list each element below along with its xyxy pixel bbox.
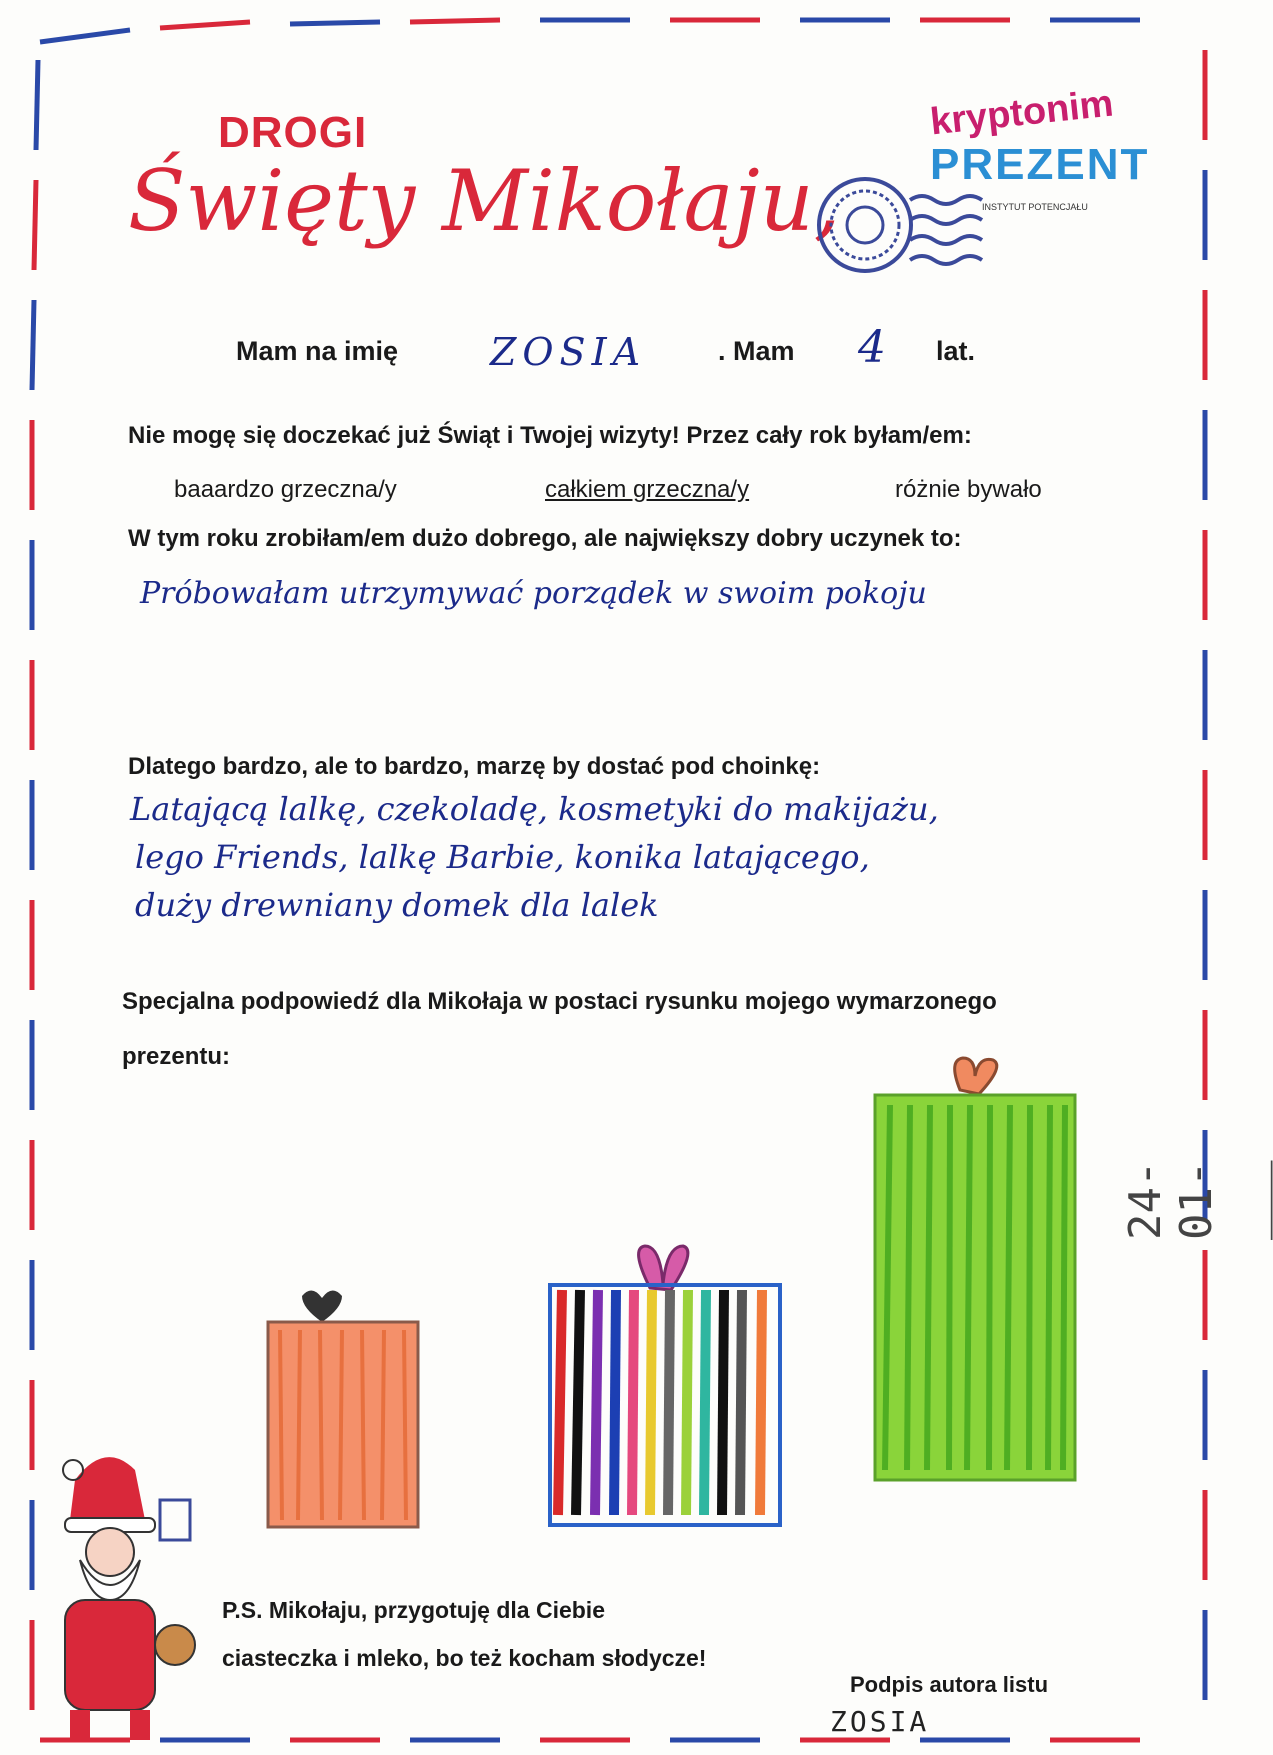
behavior-option-2-selected: całkiem grzeczna/y xyxy=(545,476,750,503)
behavior-option-3: różnie bywało xyxy=(895,476,1042,503)
good-deed-answer: Próbowałam utrzymywać porządek w swoim pokoju xyxy=(140,576,927,611)
ps-line-2: ciasteczka i mleko, bo też kocham słodycze! xyxy=(222,1645,707,1671)
age-value: 4 xyxy=(858,322,886,373)
good-deed-prompt: W tym roku zrobiłam/em dużo dobrego, ale największy dobry uczynek to: xyxy=(128,525,962,552)
kryptonim-prezent-logo xyxy=(900,82,1155,223)
airmail-border-top xyxy=(20,0,1220,60)
drawing-hint-line-2: prezentu: xyxy=(122,1043,230,1070)
green-gift-drawing xyxy=(855,1050,1085,1490)
name-value: ZOSIA xyxy=(490,330,647,374)
wishes-line-3: duży drewniany domek dla lalek xyxy=(135,886,659,924)
logo-top-text: kryptonim xyxy=(928,82,1116,144)
behavior-prompt: Nie mogę się doczekać już Świąt i Twojej wizyty! Przez cały rok byłam/em: xyxy=(128,422,972,449)
greeting-main: Święty Mikołaju, xyxy=(128,152,841,250)
age-suffix: lat. xyxy=(936,336,976,366)
logo-main-text: PREZENT xyxy=(930,140,1150,189)
wishes-line-1: Latającą lalkę, czekoladę, kosmetyki do makijażu, xyxy=(130,790,939,828)
wishes-prompt: Dlatego bardzo, ale to bardzo, marzę by dostać pod choinkę: xyxy=(128,753,821,780)
signature-label: Podpis autora listu xyxy=(850,1672,1049,1697)
logo-sub-text: INSTYTUT POTENCJAŁU xyxy=(982,202,1088,212)
ps-line-1: P.S. Mikołaju, przygotuję dla Ciebie xyxy=(222,1597,605,1623)
rainbow-gift-drawing xyxy=(540,1230,790,1530)
drawing-hint-line-1: Specjalna podpowiedź dla Mikołaja w postaci rysunku mojego wymarzonego xyxy=(122,988,997,1015)
orange-gift-drawing xyxy=(250,1280,430,1540)
behavior-option-1: baaardzo grzeczna/y xyxy=(174,476,397,503)
name-label: Mam na imię xyxy=(236,336,399,366)
santa-illustration xyxy=(35,1440,215,1740)
greeting-small: DROGI xyxy=(218,108,368,157)
wishes-line-2: lego Friends, lalkę Barbie, konika latającego, xyxy=(135,838,870,876)
age-label: . Mam xyxy=(718,336,795,366)
signature-value: ZOSIA xyxy=(830,1705,930,1738)
date-stamp: 24-01-___ xyxy=(1120,1160,1273,1240)
airmail-border-right xyxy=(1185,40,1225,1730)
